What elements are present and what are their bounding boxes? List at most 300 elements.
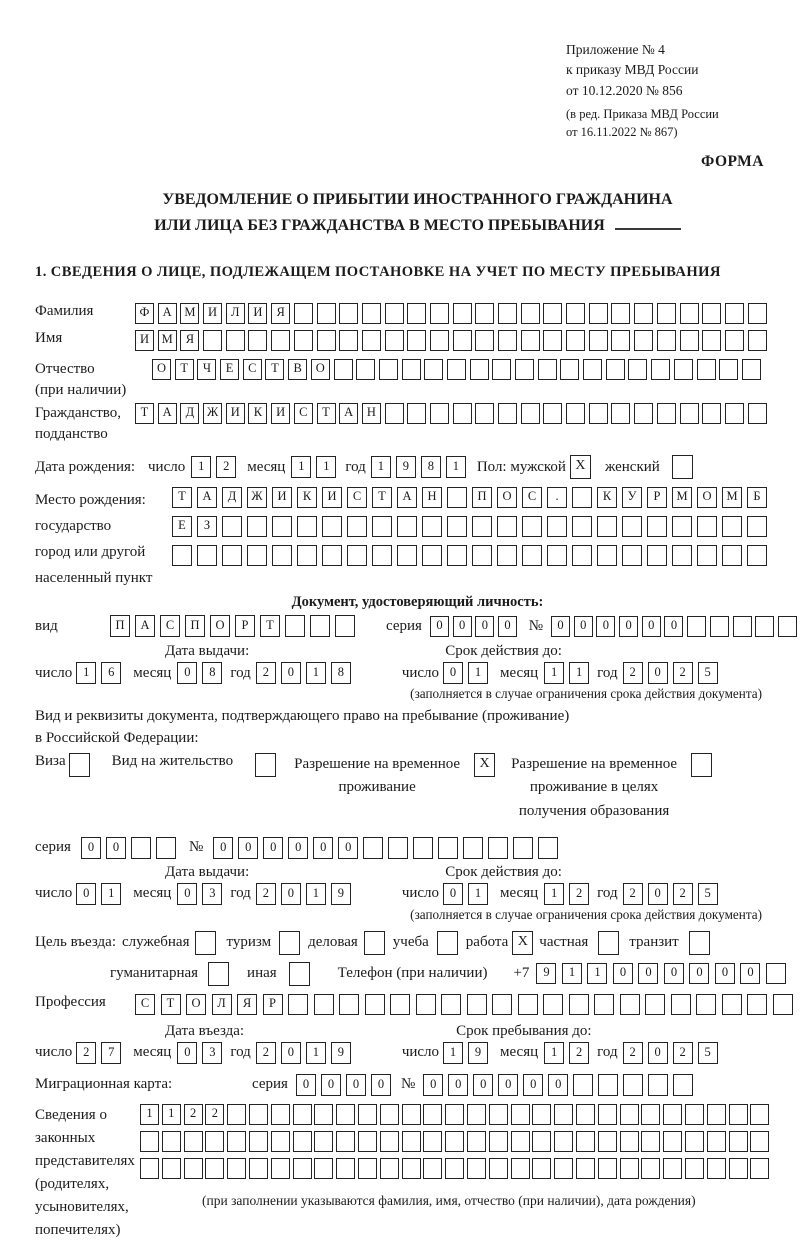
char-cell[interactable]: [385, 303, 404, 324]
char-cell[interactable]: [554, 1104, 573, 1125]
char-cell[interactable]: [467, 1131, 486, 1152]
char-cell[interactable]: 0: [177, 1042, 197, 1064]
char-cell[interactable]: [388, 837, 408, 859]
char-cell[interactable]: [385, 330, 404, 351]
char-cell[interactable]: [372, 545, 392, 566]
char-cell[interactable]: .: [547, 487, 567, 508]
char-cell[interactable]: [402, 1104, 421, 1125]
char-cell[interactable]: [597, 545, 617, 566]
char-cell[interactable]: [489, 1158, 508, 1179]
char-cell[interactable]: 1: [544, 883, 564, 905]
char-cell[interactable]: [205, 1131, 224, 1152]
char-cell[interactable]: [569, 994, 589, 1015]
char-cell[interactable]: И: [226, 403, 245, 424]
char-cell[interactable]: [271, 1104, 290, 1125]
char-cell[interactable]: П: [110, 615, 130, 637]
char-cell[interactable]: [680, 330, 699, 351]
char-cell[interactable]: [543, 994, 563, 1015]
char-cell[interactable]: [447, 359, 466, 380]
char-cell[interactable]: Д: [222, 487, 242, 508]
char-cell[interactable]: 2: [673, 883, 693, 905]
char-cell[interactable]: [622, 545, 642, 566]
char-cell[interactable]: А: [339, 403, 358, 424]
char-cell[interactable]: [532, 1158, 551, 1179]
char-cell[interactable]: [226, 330, 245, 351]
char-cell[interactable]: 2: [623, 1042, 643, 1064]
char-cell[interactable]: [594, 994, 614, 1015]
char-cell[interactable]: [572, 545, 592, 566]
char-cell[interactable]: [722, 545, 742, 566]
char-cell[interactable]: [747, 516, 767, 537]
char-cell[interactable]: 0: [689, 963, 709, 984]
char-cell[interactable]: [685, 1131, 704, 1152]
char-cell[interactable]: [620, 1131, 639, 1152]
char-cell[interactable]: 0: [448, 1074, 468, 1096]
char-cell[interactable]: [271, 1131, 290, 1152]
char-cell[interactable]: О: [186, 994, 206, 1015]
char-cell[interactable]: [498, 403, 517, 424]
char-cell[interactable]: [729, 1131, 748, 1152]
char-cell[interactable]: 9: [536, 963, 556, 984]
char-cell[interactable]: 0: [321, 1074, 341, 1096]
char-cell[interactable]: 0: [213, 837, 233, 859]
char-cell[interactable]: [249, 1131, 268, 1152]
char-cell[interactable]: [663, 1158, 682, 1179]
char-cell[interactable]: [467, 994, 487, 1015]
char-cell[interactable]: [379, 359, 398, 380]
char-cell[interactable]: [247, 545, 267, 566]
char-cell[interactable]: [697, 545, 717, 566]
char-cell[interactable]: [511, 1104, 530, 1125]
char-cell[interactable]: [750, 1158, 769, 1179]
char-cell[interactable]: [680, 303, 699, 324]
char-cell[interactable]: 0: [638, 963, 658, 984]
char-cell[interactable]: [680, 403, 699, 424]
char-cell[interactable]: [748, 403, 767, 424]
char-cell[interactable]: Е: [220, 359, 239, 380]
char-cell[interactable]: [445, 1158, 464, 1179]
char-cell[interactable]: Р: [647, 487, 667, 508]
char-cell[interactable]: [663, 1131, 682, 1152]
char-cell[interactable]: [672, 516, 692, 537]
char-cell[interactable]: О: [210, 615, 230, 637]
purpose-work-checkbox[interactable]: X: [512, 931, 533, 955]
char-cell[interactable]: 2: [76, 1042, 96, 1064]
char-cell[interactable]: И: [272, 487, 292, 508]
char-cell[interactable]: [422, 545, 442, 566]
char-cell[interactable]: [554, 1131, 573, 1152]
char-cell[interactable]: [722, 516, 742, 537]
char-cell[interactable]: [453, 403, 472, 424]
char-cell[interactable]: [497, 545, 517, 566]
char-cell[interactable]: [463, 837, 483, 859]
char-cell[interactable]: [475, 303, 494, 324]
char-cell[interactable]: [707, 1158, 726, 1179]
char-cell[interactable]: 2: [216, 456, 236, 478]
char-cell[interactable]: 0: [443, 662, 463, 684]
char-cell[interactable]: [674, 359, 693, 380]
char-cell[interactable]: С: [294, 403, 313, 424]
char-cell[interactable]: [521, 303, 540, 324]
char-cell[interactable]: [293, 1158, 312, 1179]
char-cell[interactable]: [467, 1104, 486, 1125]
char-cell[interactable]: [598, 1131, 617, 1152]
char-cell[interactable]: О: [311, 359, 330, 380]
char-cell[interactable]: 1: [162, 1104, 181, 1125]
char-cell[interactable]: 0: [574, 616, 593, 637]
char-cell[interactable]: 2: [673, 1042, 693, 1064]
char-cell[interactable]: [645, 994, 665, 1015]
char-cell[interactable]: О: [152, 359, 171, 380]
char-cell[interactable]: 1: [587, 963, 607, 984]
char-cell[interactable]: [518, 994, 538, 1015]
char-cell[interactable]: [247, 516, 267, 537]
char-cell[interactable]: [673, 1074, 693, 1096]
char-cell[interactable]: 0: [498, 616, 517, 637]
char-cell[interactable]: 1: [291, 456, 311, 478]
char-cell[interactable]: [773, 994, 793, 1015]
char-cell[interactable]: [172, 545, 192, 566]
char-cell[interactable]: [380, 1131, 399, 1152]
char-cell[interactable]: [725, 303, 744, 324]
char-cell[interactable]: И: [203, 303, 222, 324]
char-cell[interactable]: И: [322, 487, 342, 508]
char-cell[interactable]: [521, 330, 540, 351]
char-cell[interactable]: [515, 359, 534, 380]
char-cell[interactable]: О: [497, 487, 517, 508]
char-cell[interactable]: [657, 330, 676, 351]
char-cell[interactable]: 5: [698, 1042, 718, 1064]
char-cell[interactable]: 0: [548, 1074, 568, 1096]
char-cell[interactable]: [725, 330, 744, 351]
char-cell[interactable]: 9: [331, 1042, 351, 1064]
char-cell[interactable]: [697, 359, 716, 380]
char-cell[interactable]: [339, 330, 358, 351]
char-cell[interactable]: Р: [263, 994, 283, 1015]
char-cell[interactable]: [271, 1158, 290, 1179]
char-cell[interactable]: Ж: [247, 487, 267, 508]
char-cell[interactable]: 8: [421, 456, 441, 478]
char-cell[interactable]: 0: [296, 1074, 316, 1096]
char-cell[interactable]: [416, 994, 436, 1015]
char-cell[interactable]: [407, 303, 426, 324]
char-cell[interactable]: [511, 1131, 530, 1152]
char-cell[interactable]: И: [135, 330, 154, 351]
purpose-study-checkbox[interactable]: [437, 931, 458, 955]
char-cell[interactable]: [131, 837, 151, 859]
char-cell[interactable]: [543, 403, 562, 424]
char-cell[interactable]: [184, 1131, 203, 1152]
char-cell[interactable]: [475, 330, 494, 351]
char-cell[interactable]: [572, 516, 592, 537]
char-cell[interactable]: Т: [172, 487, 192, 508]
char-cell[interactable]: П: [185, 615, 205, 637]
char-cell[interactable]: [685, 1158, 704, 1179]
char-cell[interactable]: 0: [443, 883, 463, 905]
char-cell[interactable]: [622, 516, 642, 537]
char-cell[interactable]: [511, 1158, 530, 1179]
char-cell[interactable]: 9: [468, 1042, 488, 1064]
char-cell[interactable]: [397, 516, 417, 537]
char-cell[interactable]: [397, 545, 417, 566]
char-cell[interactable]: [336, 1104, 355, 1125]
purpose-humanitarian-checkbox[interactable]: [208, 962, 229, 986]
char-cell[interactable]: [402, 1158, 421, 1179]
char-cell[interactable]: 0: [498, 1074, 518, 1096]
char-cell[interactable]: 2: [256, 883, 276, 905]
char-cell[interactable]: 2: [569, 883, 589, 905]
char-cell[interactable]: [489, 1131, 508, 1152]
char-cell[interactable]: 0: [475, 616, 494, 637]
char-cell[interactable]: [339, 303, 358, 324]
char-cell[interactable]: 0: [177, 883, 197, 905]
char-cell[interactable]: [407, 403, 426, 424]
char-cell[interactable]: [334, 359, 353, 380]
char-cell[interactable]: [750, 1104, 769, 1125]
char-cell[interactable]: [447, 516, 467, 537]
char-cell[interactable]: [310, 615, 330, 637]
char-cell[interactable]: [297, 545, 317, 566]
char-cell[interactable]: [294, 303, 313, 324]
char-cell[interactable]: [140, 1158, 159, 1179]
char-cell[interactable]: [472, 545, 492, 566]
purpose-official-checkbox[interactable]: [195, 931, 216, 955]
char-cell[interactable]: [641, 1104, 660, 1125]
char-cell[interactable]: С: [522, 487, 542, 508]
char-cell[interactable]: [583, 359, 602, 380]
char-cell[interactable]: 8: [331, 662, 351, 684]
char-cell[interactable]: [222, 516, 242, 537]
char-cell[interactable]: [702, 330, 721, 351]
char-cell[interactable]: Б: [747, 487, 767, 508]
char-cell[interactable]: [576, 1158, 595, 1179]
char-cell[interactable]: [197, 545, 217, 566]
char-cell[interactable]: У: [622, 487, 642, 508]
char-cell[interactable]: [766, 963, 786, 984]
char-cell[interactable]: [467, 1158, 486, 1179]
char-cell[interactable]: [647, 516, 667, 537]
char-cell[interactable]: [702, 303, 721, 324]
char-cell[interactable]: А: [158, 403, 177, 424]
char-cell[interactable]: Ч: [197, 359, 216, 380]
char-cell[interactable]: Д: [180, 403, 199, 424]
char-cell[interactable]: 8: [202, 662, 222, 684]
char-cell[interactable]: И: [248, 303, 267, 324]
char-cell[interactable]: [710, 616, 729, 637]
char-cell[interactable]: 5: [698, 883, 718, 905]
char-cell[interactable]: [620, 1104, 639, 1125]
char-cell[interactable]: [522, 516, 542, 537]
char-cell[interactable]: [672, 545, 692, 566]
char-cell[interactable]: [696, 994, 716, 1015]
char-cell[interactable]: [358, 1104, 377, 1125]
char-cell[interactable]: [560, 359, 579, 380]
char-cell[interactable]: [445, 1131, 464, 1152]
char-cell[interactable]: 1: [101, 883, 121, 905]
char-cell[interactable]: [566, 403, 585, 424]
char-cell[interactable]: [249, 1104, 268, 1125]
char-cell[interactable]: 0: [338, 837, 358, 859]
char-cell[interactable]: [748, 330, 767, 351]
char-cell[interactable]: [611, 403, 630, 424]
char-cell[interactable]: М: [158, 330, 177, 351]
purpose-business-checkbox[interactable]: [364, 931, 385, 955]
char-cell[interactable]: [707, 1104, 726, 1125]
char-cell[interactable]: 0: [281, 883, 301, 905]
char-cell[interactable]: Ф: [135, 303, 154, 324]
char-cell[interactable]: К: [248, 403, 267, 424]
char-cell[interactable]: 2: [569, 1042, 589, 1064]
char-cell[interactable]: [634, 403, 653, 424]
char-cell[interactable]: [554, 1158, 573, 1179]
char-cell[interactable]: [438, 837, 458, 859]
char-cell[interactable]: [729, 1104, 748, 1125]
char-cell[interactable]: 1: [306, 883, 326, 905]
char-cell[interactable]: [358, 1131, 377, 1152]
char-cell[interactable]: С: [243, 359, 262, 380]
char-cell[interactable]: 0: [715, 963, 735, 984]
char-cell[interactable]: 0: [648, 1042, 668, 1064]
char-cell[interactable]: [365, 994, 385, 1015]
char-cell[interactable]: [475, 403, 494, 424]
char-cell[interactable]: [390, 994, 410, 1015]
char-cell[interactable]: [687, 616, 706, 637]
char-cell[interactable]: Н: [422, 487, 442, 508]
char-cell[interactable]: 6: [101, 662, 121, 684]
char-cell[interactable]: 2: [205, 1104, 224, 1125]
char-cell[interactable]: [162, 1131, 181, 1152]
char-cell[interactable]: [430, 330, 449, 351]
char-cell[interactable]: 0: [648, 883, 668, 905]
char-cell[interactable]: [532, 1104, 551, 1125]
char-cell[interactable]: [314, 1158, 333, 1179]
sex-female-checkbox[interactable]: [672, 455, 693, 479]
char-cell[interactable]: [576, 1131, 595, 1152]
char-cell[interactable]: К: [297, 487, 317, 508]
char-cell[interactable]: [492, 994, 512, 1015]
char-cell[interactable]: 0: [523, 1074, 543, 1096]
char-cell[interactable]: [372, 516, 392, 537]
char-cell[interactable]: Я: [180, 330, 199, 351]
char-cell[interactable]: [413, 837, 433, 859]
char-cell[interactable]: [339, 994, 359, 1015]
char-cell[interactable]: [513, 837, 533, 859]
char-cell[interactable]: [402, 1131, 421, 1152]
char-cell[interactable]: [441, 994, 461, 1015]
char-cell[interactable]: 1: [140, 1104, 159, 1125]
char-cell[interactable]: [385, 403, 404, 424]
char-cell[interactable]: [363, 837, 383, 859]
char-cell[interactable]: С: [160, 615, 180, 637]
char-cell[interactable]: [336, 1131, 355, 1152]
char-cell[interactable]: [293, 1104, 312, 1125]
char-cell[interactable]: Я: [237, 994, 257, 1015]
char-cell[interactable]: [707, 1131, 726, 1152]
char-cell[interactable]: 1: [316, 456, 336, 478]
char-cell[interactable]: [623, 1074, 643, 1096]
char-cell[interactable]: [522, 545, 542, 566]
char-cell[interactable]: [356, 359, 375, 380]
char-cell[interactable]: 0: [664, 616, 683, 637]
char-cell[interactable]: [423, 1104, 442, 1125]
char-cell[interactable]: [322, 516, 342, 537]
residence-permit-checkbox[interactable]: [255, 753, 276, 777]
char-cell[interactable]: А: [158, 303, 177, 324]
char-cell[interactable]: [725, 403, 744, 424]
char-cell[interactable]: 1: [562, 963, 582, 984]
char-cell[interactable]: [543, 330, 562, 351]
purpose-tourism-checkbox[interactable]: [279, 931, 300, 955]
char-cell[interactable]: 0: [473, 1074, 493, 1096]
char-cell[interactable]: 1: [371, 456, 391, 478]
char-cell[interactable]: 0: [76, 883, 96, 905]
char-cell[interactable]: 9: [396, 456, 416, 478]
char-cell[interactable]: [430, 303, 449, 324]
char-cell[interactable]: [750, 1131, 769, 1152]
char-cell[interactable]: [748, 303, 767, 324]
char-cell[interactable]: [248, 330, 267, 351]
char-cell[interactable]: 0: [740, 963, 760, 984]
char-cell[interactable]: [272, 545, 292, 566]
char-cell[interactable]: 0: [81, 837, 101, 859]
char-cell[interactable]: 0: [430, 616, 449, 637]
char-cell[interactable]: [628, 359, 647, 380]
char-cell[interactable]: 0: [619, 616, 638, 637]
char-cell[interactable]: 1: [76, 662, 96, 684]
char-cell[interactable]: [314, 994, 334, 1015]
char-cell[interactable]: [453, 330, 472, 351]
char-cell[interactable]: [422, 516, 442, 537]
char-cell[interactable]: [498, 303, 517, 324]
char-cell[interactable]: [407, 330, 426, 351]
char-cell[interactable]: 0: [664, 963, 684, 984]
char-cell[interactable]: [663, 1104, 682, 1125]
char-cell[interactable]: [547, 516, 567, 537]
char-cell[interactable]: [205, 1158, 224, 1179]
char-cell[interactable]: [203, 330, 222, 351]
char-cell[interactable]: [222, 545, 242, 566]
char-cell[interactable]: [566, 330, 585, 351]
char-cell[interactable]: [576, 1104, 595, 1125]
char-cell[interactable]: [722, 994, 742, 1015]
purpose-transit-checkbox[interactable]: [689, 931, 710, 955]
char-cell[interactable]: Ж: [203, 403, 222, 424]
char-cell[interactable]: 0: [423, 1074, 443, 1096]
purpose-other-checkbox[interactable]: [289, 962, 310, 986]
char-cell[interactable]: 1: [544, 1042, 564, 1064]
char-cell[interactable]: В: [288, 359, 307, 380]
char-cell[interactable]: [611, 303, 630, 324]
temp-residence-checkbox[interactable]: X: [474, 753, 495, 777]
char-cell[interactable]: [648, 1074, 668, 1096]
char-cell[interactable]: О: [697, 487, 717, 508]
char-cell[interactable]: [488, 837, 508, 859]
char-cell[interactable]: 1: [191, 456, 211, 478]
char-cell[interactable]: [589, 303, 608, 324]
char-cell[interactable]: 2: [256, 662, 276, 684]
char-cell[interactable]: [336, 1158, 355, 1179]
char-cell[interactable]: 0: [371, 1074, 391, 1096]
char-cell[interactable]: [227, 1131, 246, 1152]
char-cell[interactable]: 2: [256, 1042, 276, 1064]
char-cell[interactable]: [335, 615, 355, 637]
char-cell[interactable]: Е: [172, 516, 192, 537]
char-cell[interactable]: С: [347, 487, 367, 508]
char-cell[interactable]: М: [672, 487, 692, 508]
char-cell[interactable]: [747, 545, 767, 566]
char-cell[interactable]: [657, 303, 676, 324]
char-cell[interactable]: [489, 1104, 508, 1125]
